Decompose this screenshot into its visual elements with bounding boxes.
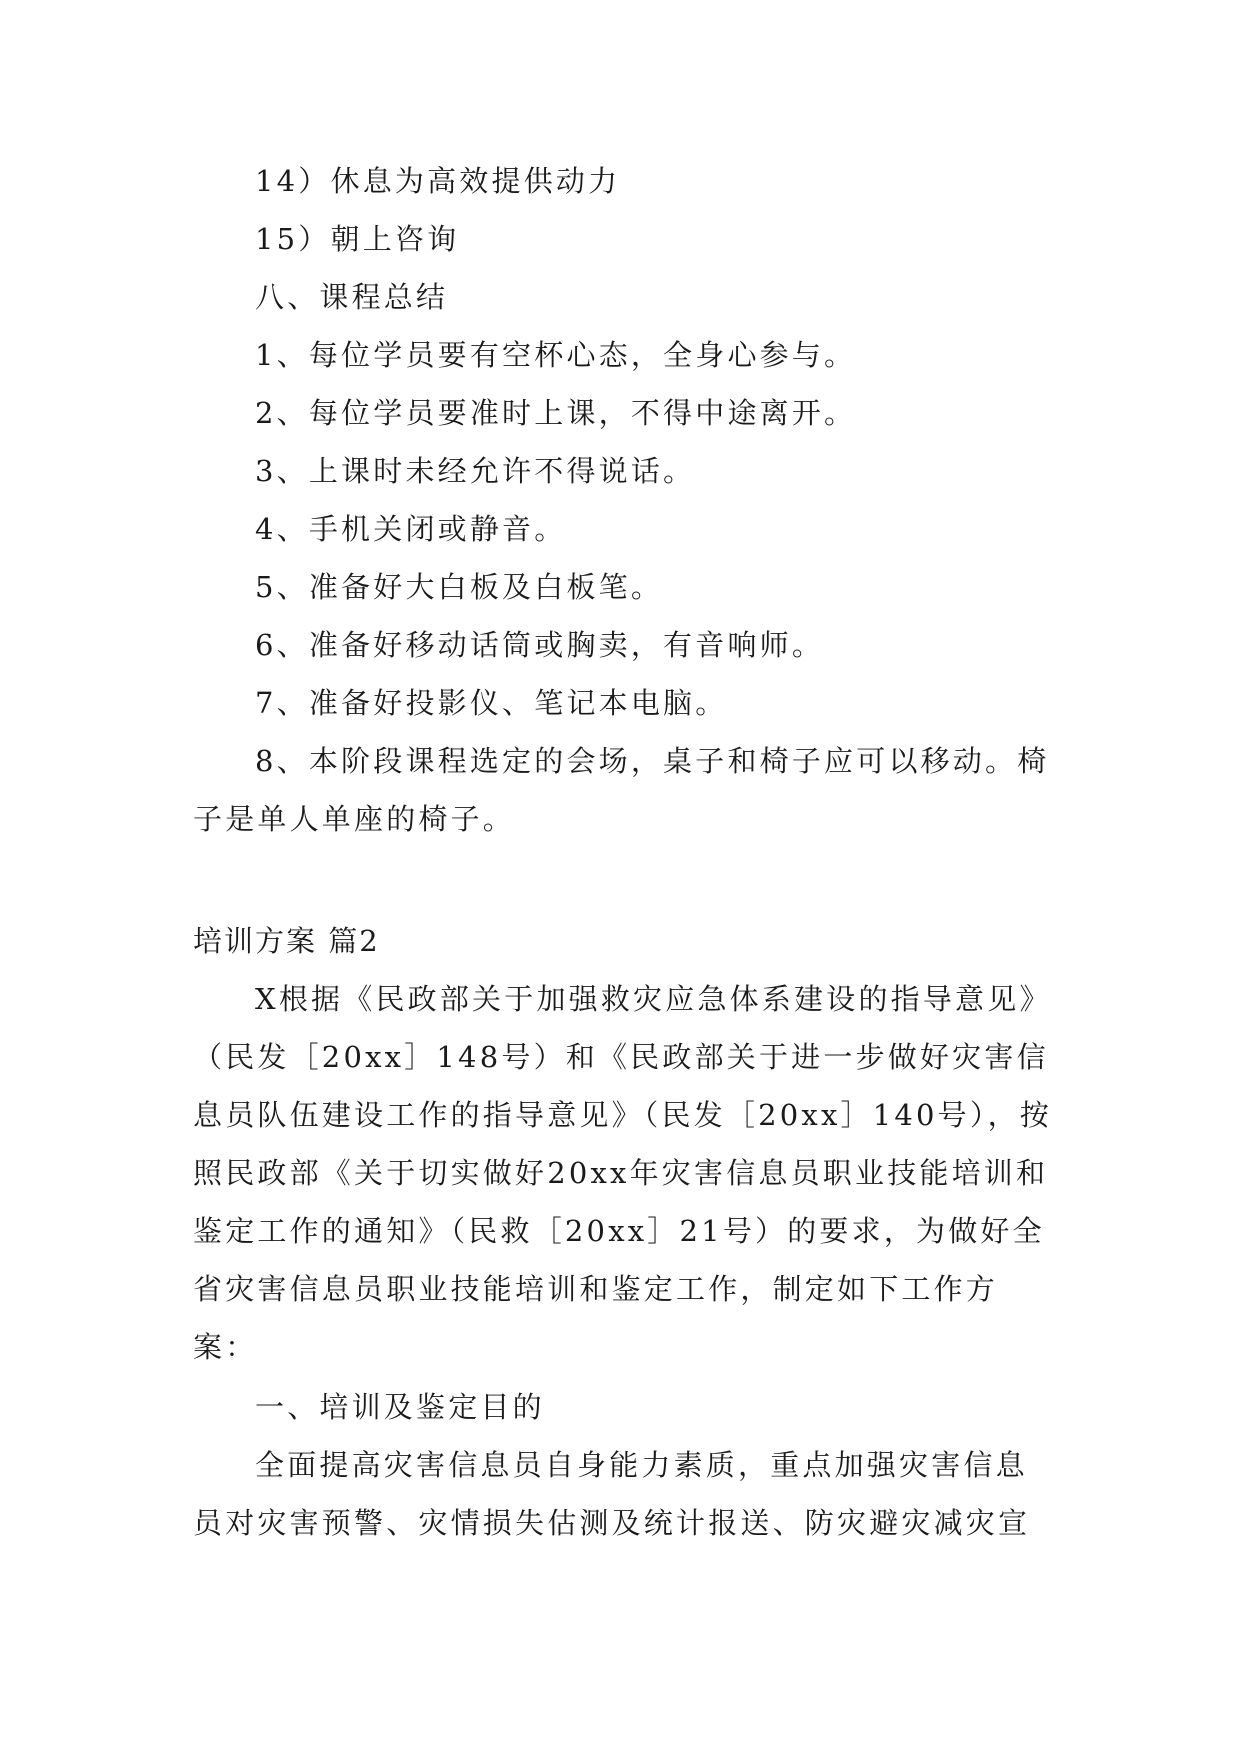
rule-item-7: 7、准备好投影仪、笔记本电脑。 xyxy=(255,686,728,720)
list-item-15: 15）朝上咨询 xyxy=(255,222,460,256)
section-heading-course-summary: 八、课程总结 xyxy=(255,280,449,314)
rule-item-2: 2、每位学员要准时上课，不得中途离开。 xyxy=(255,396,857,430)
rule-item-5: 5、准备好大白板及白板笔。 xyxy=(255,570,664,604)
section-heading-training-purpose: 一、培训及鉴定目的 xyxy=(255,1390,545,1424)
document-section-title: 培训方案 篇2 xyxy=(193,924,380,958)
rule-item-8: 8、本阶段课程选定的会场，桌子和椅子应可以移动。椅子是单人单座的椅子。 xyxy=(193,744,1050,836)
rule-item-3: 3、上课时未经允许不得说话。 xyxy=(255,454,696,488)
rule-item-4: 4、手机关闭或静音。 xyxy=(255,512,567,546)
rule-item-1: 1、每位学员要有空杯心态，全身心参与。 xyxy=(255,338,857,372)
list-item-14: 14）休息为高效提供动力 xyxy=(255,164,621,198)
purpose-paragraph: 全面提高灾害信息员自身能力素质，重点加强灾害信息员对灾害预警、灾情损失估测及统计报送、防灾避灾减灾宣 xyxy=(193,1448,1031,1540)
rule-item-6: 6、准备好移动话筒或胸卖，有音响师。 xyxy=(255,628,825,662)
intro-paragraph: X根据《民政部关于加强救灾应急体系建设的指导意见》（民发［20xx］148号）和《民政部关于进一步做好灾害信息员队伍建设工作的指导意见》（民发［20xx］140号），按照民政部《关于切实做好20xx年灾害信息员职业技能培训和鉴定工作的通知》（民救［20xx］21号）的要求，为做好全省灾害信息员职业技能培训和鉴定工作，制定如下工作方案： xyxy=(193,982,1052,1364)
